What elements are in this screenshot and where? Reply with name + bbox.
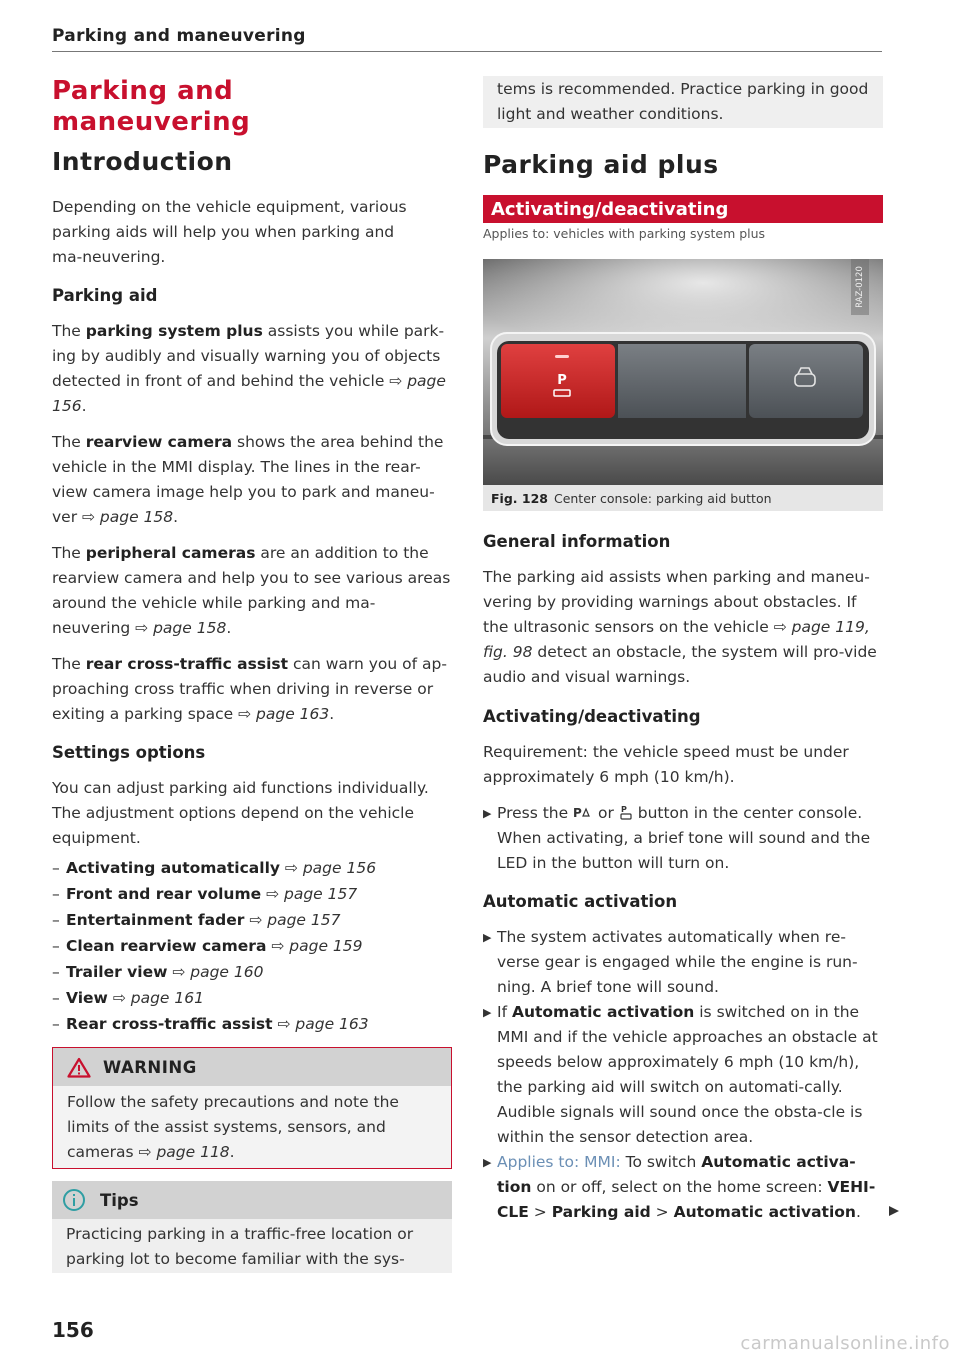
page-ref-link[interactable]: ⇨ page 119, fig. 98 xyxy=(483,618,870,661)
tips-continuation-box xyxy=(483,76,883,128)
requirement-text: Requirement: the vehicle speed must be under approximately 6 mph (10 km/h). xyxy=(483,743,849,786)
list-item: – Rear cross-traffic assist ⇨ page 163 xyxy=(52,1015,369,1033)
tips-header xyxy=(52,1181,452,1219)
svg-text:P: P xyxy=(620,805,627,814)
settings-list xyxy=(52,855,452,1037)
parking-system-paragraph: The parking system plus assists you while park-ing by audibly and visually warning you of objects detected in front of and behind the vehicle ⇨ page 156. xyxy=(52,322,446,415)
list-item: ▶ Applies to: MMI: To switch Automatic activa-tion on or off, select on the home screen: VEHI-CLE > Parking aid > Automatic activation. xyxy=(483,1153,876,1221)
list-item: – Activating automatically ⇨ page 156 xyxy=(52,859,377,877)
page-ref-link[interactable]: ⇨ page 158 xyxy=(135,619,227,637)
warning-triangle-icon xyxy=(67,1057,91,1078)
general-info-text: The parking aid assists when parking and maneu-vering by providing warnings about obstacles. If the ultrasonic sensors on the vehicle ⇨ page 119, fig. 98 detect an obstacle, the system will pro-vide audio and visual warnings. xyxy=(483,568,877,686)
page-ref-link[interactable]: ⇨ page 163 xyxy=(238,705,330,723)
warning-header xyxy=(53,1048,451,1086)
page-ref-link[interactable]: ⇨ page 160 xyxy=(172,963,264,981)
right-column xyxy=(483,0,883,1221)
tips-continuation-text: tems is recommended. Practice parking in good light and weather conditions. xyxy=(497,80,869,123)
auto-activation-heading: Automatic activation xyxy=(483,892,678,911)
list-item: ▶ If Automatic activation is switched on in the MMI and if the vehicle approaches an obstacle at speeds below approximately 6 mph (10 km/h), the parking aid will switch on automati-cally. Audible signals will sound once the obsta-cle is within the sensor detection area. xyxy=(483,1003,878,1146)
tips-text: Practicing parking in a traffic-free location or parking lot to become familiar with the sys- xyxy=(66,1225,414,1268)
chapter-title-line1: Parking and xyxy=(52,76,234,106)
figure-caption: Fig. 128 Center console: parking aid button xyxy=(483,485,883,511)
watermark: carmanualsonline.info xyxy=(740,1333,950,1354)
list-item: – Front and rear volume ⇨ page 157 xyxy=(52,885,358,903)
chapter-title xyxy=(52,76,250,138)
figure-label: Fig. 128 xyxy=(491,490,548,506)
page-ref-link[interactable]: ⇨ page 161 xyxy=(112,989,204,1007)
figure-code: RAZ-0120 xyxy=(855,266,865,308)
page-ref-link[interactable]: ⇨ page 157 xyxy=(266,885,358,903)
tips-title: Tips xyxy=(100,1190,139,1210)
running-header: Parking and maneuvering xyxy=(52,26,306,46)
peripheral-cameras-paragraph: The peripheral cameras are an addition to the rearview camera and help you to see various areas around the vehicle while parking and ma-neuvering ⇨ page 158. xyxy=(52,544,451,637)
page-ref-link[interactable]: ⇨ page 158 xyxy=(82,508,174,526)
applies-to-note: Applies to: vehicles with parking system plus xyxy=(483,226,766,241)
list-item: – Trailer view ⇨ page 160 xyxy=(52,963,264,981)
chapter-title-line2: maneuvering xyxy=(52,107,251,137)
page-ref-link[interactable]: ⇨ page 157 xyxy=(249,911,341,929)
parking-aid-alt-symbol-icon xyxy=(619,804,633,820)
list-item: – Clean rearview camera ⇨ page 159 xyxy=(52,937,363,955)
page-ref-link[interactable]: ⇨ page 159 xyxy=(271,937,363,955)
rearview-camera-paragraph: The rearview camera shows the area behind the vehicle in the MMI display. The lines in the rear-view camera image help you to park and maneu-ver ⇨ page 158. xyxy=(52,433,444,526)
page-ref-link[interactable]: ⇨ page 156 xyxy=(52,372,446,415)
section-heading: Parking aid plus xyxy=(483,150,719,179)
press-button-step: ▶ Press the P or P button in the center console. When activating, a brief tone will sound and the LED in the button will turn on. xyxy=(483,804,871,872)
center-console-illustration xyxy=(483,259,883,485)
warning-title: WARNING xyxy=(103,1057,197,1077)
svg-text:P: P xyxy=(557,373,567,388)
cross-traffic-paragraph: The rear cross-traffic assist can warn you of ap-proaching cross traffic when driving in reverse or exiting a parking space ⇨ page 163. xyxy=(52,655,447,723)
info-icon xyxy=(62,1188,86,1212)
activating-heading: Activating/deactivating xyxy=(483,707,701,726)
list-item: – View ⇨ page 161 xyxy=(52,989,204,1007)
continue-arrow-icon xyxy=(887,1204,901,1218)
svg-text:P: P xyxy=(573,806,582,819)
parking-aid-symbol-icon xyxy=(573,805,593,819)
page-ref-link[interactable]: ⇨ page 156 xyxy=(284,859,377,877)
warning-text: Follow the safety precautions and note the limits of the assist systems, sensors, and cameras ⇨ page 118. xyxy=(67,1093,399,1161)
settings-text: You can adjust parking aid functions individually. The adjustment options depend on the vehicle equipment. xyxy=(52,779,429,847)
general-info-heading: General information xyxy=(483,532,671,551)
settings-heading: Settings options xyxy=(52,743,206,762)
page-ref-link[interactable]: ⇨ page 118 xyxy=(138,1143,230,1161)
intro-text: Depending on the vehicle equipment, various parking aids will help you when parking and ma-neuvering. xyxy=(52,198,407,266)
list-item: ▶ The system activates automatically when re-verse gear is engaged while the engine is run-ning. A brief tone will sound. xyxy=(483,928,858,996)
auto-activation-list xyxy=(483,925,883,1225)
page-ref-link[interactable]: ⇨ page 163 xyxy=(277,1015,369,1033)
activating-red-bar: Activating/deactivating xyxy=(483,195,883,223)
list-item: – Entertainment fader ⇨ page 157 xyxy=(52,911,341,929)
page-number: 156 xyxy=(52,1318,94,1342)
figure-center-console xyxy=(483,259,883,485)
parking-aid-heading: Parking aid xyxy=(52,286,158,305)
tips-box xyxy=(52,1181,452,1273)
warning-box xyxy=(52,1047,452,1169)
intro-heading: Introduction xyxy=(52,147,233,176)
